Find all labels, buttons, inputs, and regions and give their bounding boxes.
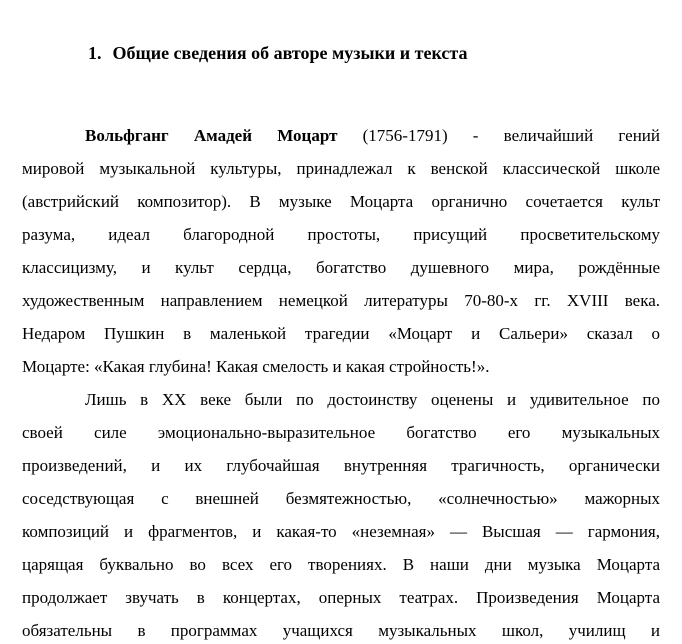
text-line bbox=[22, 119, 660, 152]
text-segment: художественным направлением немецкой литературы 70-80-х гг. XVIII века. bbox=[22, 291, 660, 310]
text-segment: (австрийский композитор). В музыке Моцарта органично сочетается культ bbox=[22, 192, 660, 211]
text-line bbox=[22, 449, 660, 482]
text-line bbox=[22, 350, 660, 383]
text-segment: своей силе эмоционально-выразительное богатство его музыкальных bbox=[22, 423, 660, 442]
text-segment: разума, идеал благородной простоты, присущий просветительскому bbox=[22, 225, 660, 244]
text-segment: классицизму, и культ сердца, богатство душевного мира, рождённые bbox=[22, 258, 660, 277]
text-line bbox=[22, 581, 660, 614]
paragraph bbox=[22, 119, 660, 383]
text-segment: царящая буквально во всех его творениях. В наши дни музыка Моцарта bbox=[22, 555, 660, 574]
text-line bbox=[22, 152, 660, 185]
text-line bbox=[22, 317, 660, 350]
text-line bbox=[22, 218, 660, 251]
paragraph bbox=[22, 383, 660, 644]
heading-text: Общие сведения об авторе музыки и текста bbox=[112, 43, 468, 63]
text-line bbox=[22, 614, 660, 644]
text-segment: (1756-1791) - величайший гений bbox=[337, 126, 660, 145]
section-heading bbox=[88, 42, 682, 64]
text-segment: Лишь в XX веке были по достоинству оценены и удивительное по bbox=[85, 390, 660, 409]
text-line bbox=[22, 482, 660, 515]
text-segment: композиций и фрагментов, и какая-то «неземная» — Высшая — гармония, bbox=[22, 522, 660, 541]
text-segment: Недаром Пушкин в маленькой трагедии «Моцарт и Сальери» сказал о bbox=[22, 324, 660, 343]
bold-text-segment: Вольфганг Амадей Моцарт bbox=[85, 126, 338, 145]
text-segment: соседствующая с внешней безмятежностью, «солнечностью» мажорных bbox=[22, 489, 660, 508]
text-line bbox=[22, 383, 660, 416]
document-body bbox=[22, 119, 660, 644]
heading-number: 1. bbox=[88, 43, 102, 63]
text-segment: Моцарте: «Какая глубина! Какая смелость и какая стройность!». bbox=[22, 357, 490, 376]
text-line bbox=[22, 251, 660, 284]
text-segment: мировой музыкальной культуры, принадлежал к венской классической школе bbox=[22, 159, 660, 178]
text-line bbox=[22, 284, 660, 317]
text-line bbox=[22, 515, 660, 548]
text-segment: произведений, и их глубочайшая внутренняя трагичность, органически bbox=[22, 456, 660, 475]
text-segment: обязательны в программах учащихся музыкальных школ, училищ и bbox=[22, 621, 660, 640]
text-line bbox=[22, 548, 660, 581]
text-line bbox=[22, 416, 660, 449]
text-line bbox=[22, 185, 660, 218]
text-segment: продолжает звучать в концертах, оперных театрах. Произведения Моцарта bbox=[22, 588, 660, 607]
